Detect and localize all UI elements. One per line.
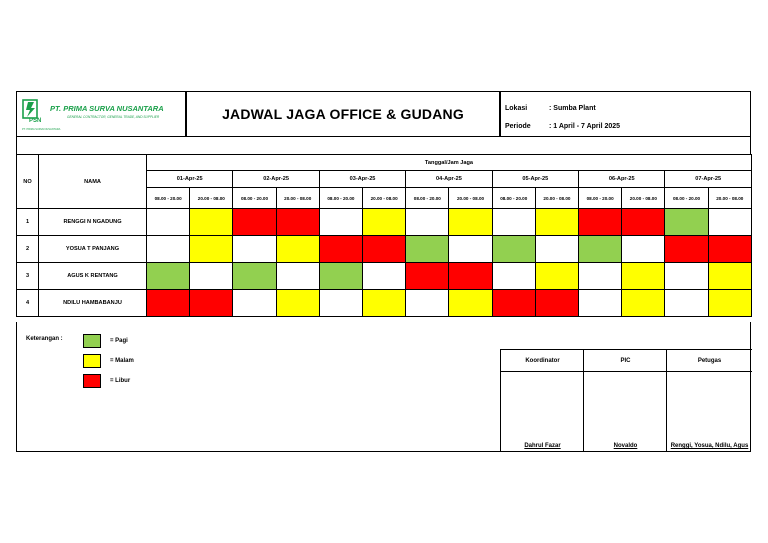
shift-header: 20.00 - 08.00 <box>276 188 319 209</box>
shift-cell-pagi <box>492 236 535 263</box>
column-header-nama: NAMA <box>39 155 147 209</box>
shift-header: 08.00 - 20.00 <box>579 188 622 209</box>
date-header: 05-Apr-25 <box>492 171 578 188</box>
shift-cell-malam <box>622 263 665 290</box>
shift-cell-none <box>233 290 276 317</box>
shift-cell-pagi <box>665 209 708 236</box>
shift-cell-libur <box>406 263 449 290</box>
shift-cell-malam <box>708 290 751 317</box>
row-name: RENGGI N NGADUNG <box>39 209 147 236</box>
shift-cell-pagi <box>233 263 276 290</box>
column-header-tanggal: Tanggal/Jam Jaga <box>147 155 752 171</box>
shift-header: 20.00 - 08.00 <box>535 188 578 209</box>
legend-swatch-malam <box>83 354 101 368</box>
legend-label: Keterangan : <box>26 336 63 342</box>
shift-cell-none <box>535 236 578 263</box>
shift-cell-none <box>147 236 190 263</box>
shift-cell-libur <box>147 290 190 317</box>
row-number: 2 <box>17 236 39 263</box>
date-header: 07-Apr-25 <box>665 171 752 188</box>
date-header: 02-Apr-25 <box>233 171 319 188</box>
shift-cell-pagi <box>147 263 190 290</box>
shift-cell-none <box>276 263 319 290</box>
legend-text-libur: = Libur <box>110 378 131 384</box>
shift-cell-malam <box>535 263 578 290</box>
shift-header: 08.00 - 20.00 <box>492 188 535 209</box>
shift-cell-none <box>147 209 190 236</box>
shift-cell-none <box>449 236 492 263</box>
shift-cell-pagi <box>319 263 362 290</box>
row-number: 1 <box>17 209 39 236</box>
shift-cell-none <box>233 236 276 263</box>
legend-swatch-libur <box>83 374 101 388</box>
signature-name: Renggi, Yosua, Ndilu, Agus <box>670 443 749 449</box>
shift-cell-malam <box>449 209 492 236</box>
signature-role: Koordinator <box>501 349 584 372</box>
row-number: 4 <box>17 290 39 317</box>
company-tagline: GENERAL CONTRACTOR, GENERAL TRADE, AND SUPPLIER <box>67 115 160 119</box>
shift-cell-none <box>492 209 535 236</box>
company-logo-small-text: PT. PRIMA SURVA NUSANTARA <box>22 128 61 131</box>
row-name: NDILU HAMBABANJU <box>39 290 147 317</box>
shift-header: 08.00 - 20.00 <box>665 188 708 209</box>
shift-cell-malam <box>363 209 406 236</box>
shift-cell-malam <box>276 236 319 263</box>
shift-cell-none <box>363 263 406 290</box>
shift-cell-none <box>579 263 622 290</box>
shift-cell-pagi <box>579 236 622 263</box>
shift-header: 20.00 - 08.00 <box>708 188 751 209</box>
shift-cell-libur <box>708 236 751 263</box>
shift-cell-none <box>492 263 535 290</box>
legend-text-pagi: = Pagi <box>110 338 128 344</box>
shift-cell-none <box>406 290 449 317</box>
signature-name: Dahrul Fazar <box>524 443 561 449</box>
column-header-no: NO <box>17 155 39 209</box>
shift-cell-none <box>665 263 708 290</box>
shift-cell-libur <box>622 209 665 236</box>
legend-swatch-pagi <box>83 334 101 348</box>
periode-label: Periode <box>505 123 531 130</box>
shift-cell-none <box>579 290 622 317</box>
shift-cell-libur <box>363 236 406 263</box>
shift-header: 20.00 - 08.00 <box>449 188 492 209</box>
shift-header: 20.00 - 08.00 <box>190 188 233 209</box>
company-logo-text: PSN <box>29 118 42 124</box>
shift-cell-malam <box>708 263 751 290</box>
schedule-table <box>16 154 752 317</box>
shift-cell-malam <box>535 209 578 236</box>
shift-header: 08.00 - 20.00 <box>147 188 190 209</box>
shift-cell-libur <box>233 209 276 236</box>
table-row <box>17 290 752 317</box>
lokasi-value: : Sumba Plant <box>549 105 596 112</box>
shift-cell-malam <box>276 290 319 317</box>
shift-cell-none <box>319 290 362 317</box>
signature-role: PIC <box>584 349 667 372</box>
lokasi-label: Lokasi <box>505 105 528 112</box>
table-row <box>17 209 752 236</box>
shift-cell-malam <box>190 209 233 236</box>
row-name: YOSUA T PANJANG <box>39 236 147 263</box>
shift-cell-libur <box>190 290 233 317</box>
header-spacer <box>16 137 751 154</box>
shift-cell-libur <box>492 290 535 317</box>
shift-cell-malam <box>363 290 406 317</box>
signature-role: Petugas <box>667 349 752 372</box>
shift-cell-libur <box>535 290 578 317</box>
shift-header: 08.00 - 20.00 <box>319 188 362 209</box>
shift-cell-none <box>622 236 665 263</box>
shift-header: 20.00 - 08.00 <box>622 188 665 209</box>
shift-cell-none <box>406 209 449 236</box>
shift-cell-none <box>190 263 233 290</box>
company-name: PT. PRIMA SURVA NUSANTARA <box>50 104 164 113</box>
shift-cell-libur <box>579 209 622 236</box>
page-title: JADWAL JAGA OFFICE & GUDANG <box>186 91 500 137</box>
signature-table <box>500 349 751 452</box>
legend-text-malam: = Malam <box>110 358 134 364</box>
shift-cell-libur <box>665 236 708 263</box>
signature-column <box>500 349 584 452</box>
shift-cell-libur <box>449 263 492 290</box>
date-header: 06-Apr-25 <box>579 171 665 188</box>
shift-cell-none <box>319 209 362 236</box>
shift-cell-malam <box>190 236 233 263</box>
shift-cell-pagi <box>406 236 449 263</box>
table-row <box>17 236 752 263</box>
periode-value: : 1 April - 7 April 2025 <box>549 123 621 130</box>
shift-cell-none <box>708 209 751 236</box>
signature-name: Novaldo <box>613 443 638 449</box>
row-name: AGUS K RENTANG <box>39 263 147 290</box>
row-number: 3 <box>17 263 39 290</box>
shift-cell-malam <box>449 290 492 317</box>
shift-cell-none <box>665 290 708 317</box>
shift-header: 08.00 - 20.00 <box>406 188 449 209</box>
date-header: 01-Apr-25 <box>147 171 233 188</box>
header-info <box>500 91 751 137</box>
shift-header: 20.00 - 08.00 <box>363 188 406 209</box>
signature-column <box>583 349 667 452</box>
signature-column <box>666 349 752 452</box>
date-header: 03-Apr-25 <box>319 171 405 188</box>
shift-cell-libur <box>276 209 319 236</box>
shift-cell-malam <box>622 290 665 317</box>
shift-cell-libur <box>319 236 362 263</box>
date-header: 04-Apr-25 <box>406 171 492 188</box>
shift-header: 08.00 - 20.00 <box>233 188 276 209</box>
table-row <box>17 263 752 290</box>
